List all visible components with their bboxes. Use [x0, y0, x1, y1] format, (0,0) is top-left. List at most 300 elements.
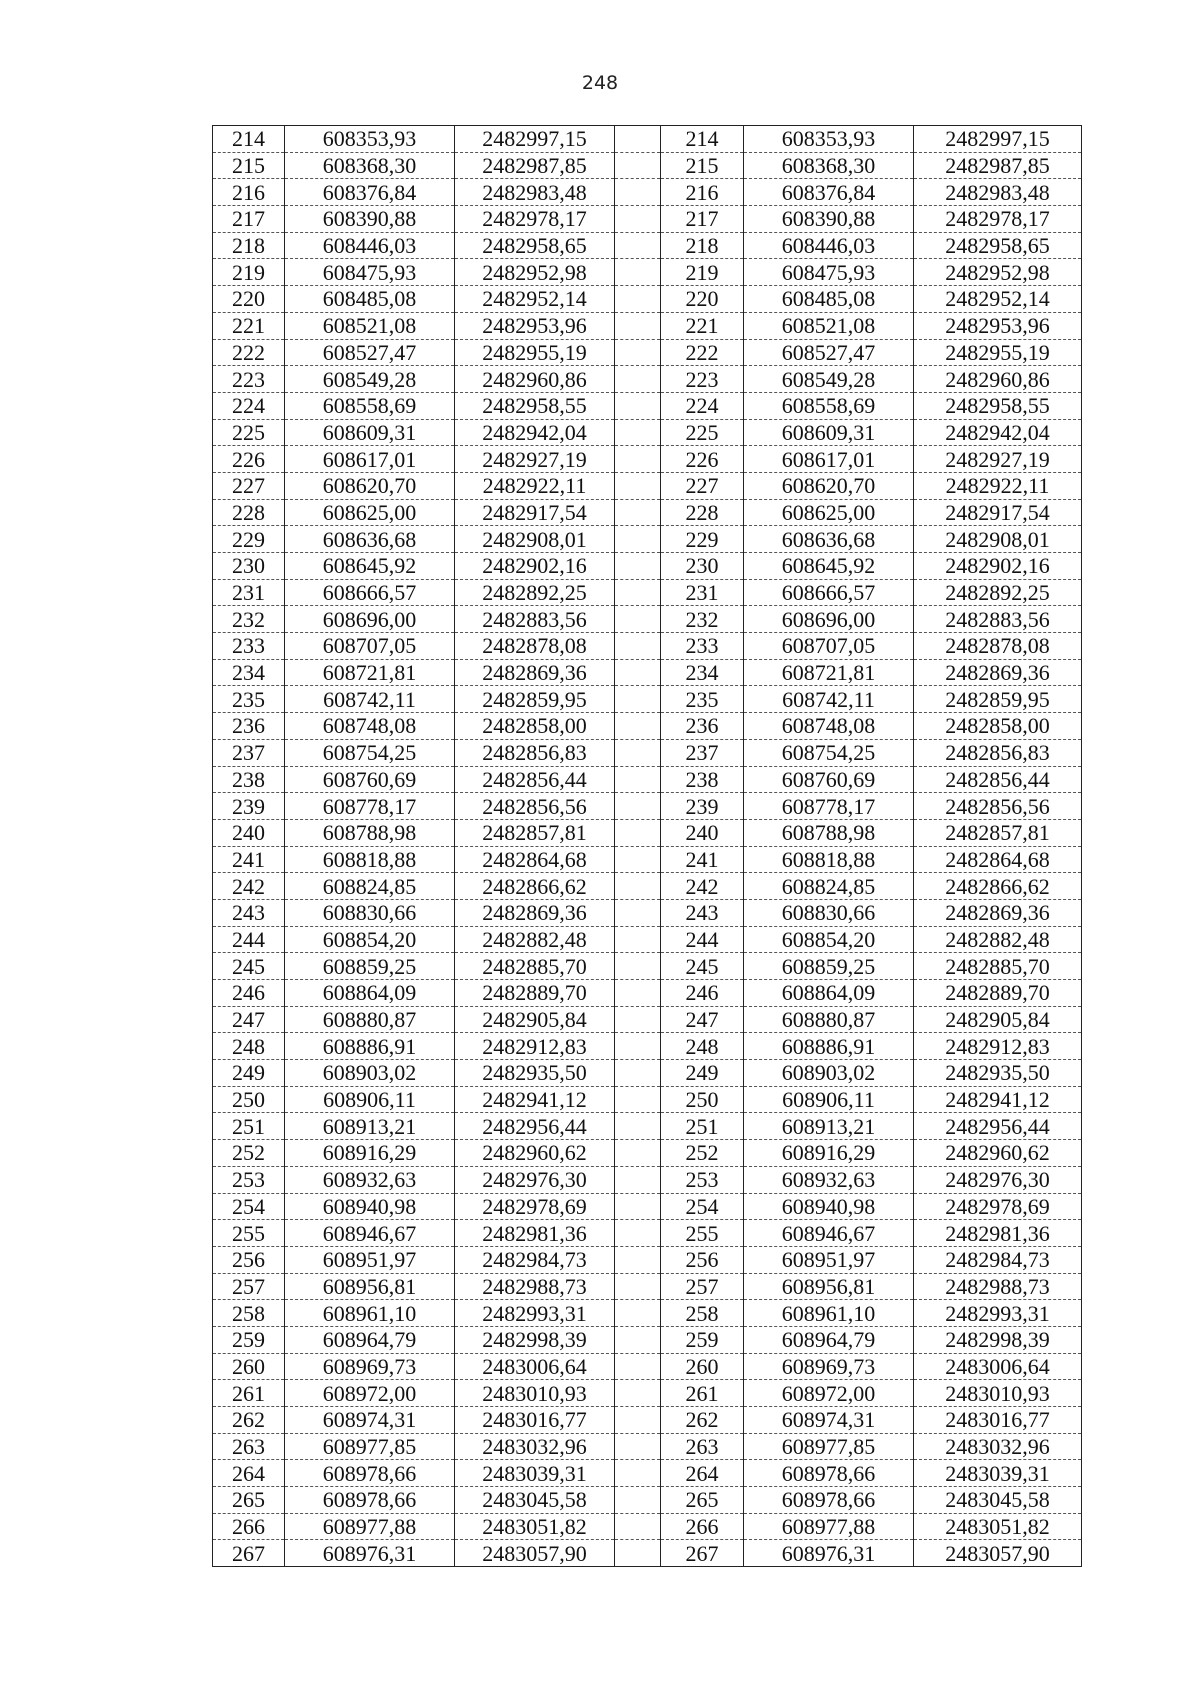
- point-number-cell: 229: [213, 526, 285, 553]
- x-coordinate-cell: 608913,21: [744, 1113, 914, 1140]
- x-coordinate-cell: 608824,85: [744, 873, 914, 900]
- y-coordinate-cell: 2482988,73: [455, 1273, 615, 1300]
- y-coordinate-cell: 2482935,50: [914, 1060, 1082, 1087]
- table-row: [213, 953, 1082, 980]
- x-coordinate-cell: 608886,91: [285, 1033, 455, 1060]
- point-number-cell: 234: [661, 659, 744, 686]
- table-row: [213, 232, 1082, 259]
- x-coordinate-cell: 608854,20: [744, 926, 914, 953]
- spacer-cell: [615, 206, 661, 233]
- x-coordinate-cell: 608788,98: [744, 819, 914, 846]
- point-number-cell: 257: [661, 1273, 744, 1300]
- x-coordinate-cell: 608521,08: [744, 312, 914, 339]
- spacer-cell: [615, 312, 661, 339]
- spacer-cell: [615, 1460, 661, 1487]
- spacer-cell: [615, 1433, 661, 1460]
- y-coordinate-cell: 2482905,84: [914, 1006, 1082, 1033]
- table-row: [213, 1246, 1082, 1273]
- x-coordinate-cell: 608778,17: [744, 793, 914, 820]
- y-coordinate-cell: 2482889,70: [914, 980, 1082, 1007]
- x-coordinate-cell: 608636,68: [744, 526, 914, 553]
- y-coordinate-cell: 2482869,36: [455, 659, 615, 686]
- point-number-cell: 239: [213, 793, 285, 820]
- table-row: [213, 1166, 1082, 1193]
- x-coordinate-cell: 608625,00: [744, 499, 914, 526]
- y-coordinate-cell: 2483010,93: [914, 1380, 1082, 1407]
- y-coordinate-cell: 2482885,70: [914, 953, 1082, 980]
- table-row: [213, 659, 1082, 686]
- y-coordinate-cell: 2483016,77: [455, 1407, 615, 1434]
- x-coordinate-cell: 608636,68: [285, 526, 455, 553]
- point-number-cell: 232: [213, 606, 285, 633]
- y-coordinate-cell: 2482958,65: [914, 232, 1082, 259]
- x-coordinate-cell: 608666,57: [285, 579, 455, 606]
- y-coordinate-cell: 2482856,44: [914, 766, 1082, 793]
- table-row: [213, 819, 1082, 846]
- point-number-cell: 263: [213, 1433, 285, 1460]
- table-row: [213, 553, 1082, 580]
- point-number-cell: 240: [661, 819, 744, 846]
- page-number: 248: [581, 72, 619, 94]
- table-row: [213, 1326, 1082, 1353]
- x-coordinate-cell: 608977,85: [285, 1433, 455, 1460]
- x-coordinate-cell: 608748,08: [285, 713, 455, 740]
- x-coordinate-cell: 608932,63: [744, 1166, 914, 1193]
- x-coordinate-cell: 608645,92: [285, 553, 455, 580]
- x-coordinate-cell: 608932,63: [285, 1166, 455, 1193]
- point-number-cell: 266: [661, 1513, 744, 1540]
- x-coordinate-cell: 608754,25: [285, 739, 455, 766]
- point-number-cell: 215: [213, 152, 285, 179]
- y-coordinate-cell: 2482942,04: [455, 419, 615, 446]
- spacer-cell: [615, 366, 661, 393]
- x-coordinate-cell: 608549,28: [744, 366, 914, 393]
- y-coordinate-cell: 2482869,36: [455, 899, 615, 926]
- table-row: [213, 1433, 1082, 1460]
- y-coordinate-cell: 2482955,19: [455, 339, 615, 366]
- spacer-cell: [615, 739, 661, 766]
- x-coordinate-cell: 608961,10: [285, 1300, 455, 1327]
- spacer-cell: [615, 152, 661, 179]
- y-coordinate-cell: 2482869,36: [914, 899, 1082, 926]
- point-number-cell: 238: [213, 766, 285, 793]
- x-coordinate-cell: 608859,25: [285, 953, 455, 980]
- point-number-cell: 217: [213, 206, 285, 233]
- spacer-cell: [615, 286, 661, 313]
- point-number-cell: 236: [213, 713, 285, 740]
- table-row: [213, 206, 1082, 233]
- point-number-cell: 261: [661, 1380, 744, 1407]
- y-coordinate-cell: 2483039,31: [455, 1460, 615, 1487]
- spacer-cell: [615, 819, 661, 846]
- x-coordinate-cell: 608446,03: [285, 232, 455, 259]
- y-coordinate-cell: 2482976,30: [914, 1166, 1082, 1193]
- y-coordinate-cell: 2482952,98: [914, 259, 1082, 286]
- point-number-cell: 228: [661, 499, 744, 526]
- y-coordinate-cell: 2482955,19: [914, 339, 1082, 366]
- y-coordinate-cell: 2482917,54: [914, 499, 1082, 526]
- point-number-cell: 247: [213, 1006, 285, 1033]
- y-coordinate-cell: 2483006,64: [455, 1353, 615, 1380]
- table-row: [213, 766, 1082, 793]
- point-number-cell: 237: [213, 739, 285, 766]
- table-row: [213, 339, 1082, 366]
- point-number-cell: 264: [661, 1460, 744, 1487]
- x-coordinate-cell: 608620,70: [744, 472, 914, 499]
- x-coordinate-cell: 608859,25: [744, 953, 914, 980]
- point-number-cell: 220: [661, 286, 744, 313]
- y-coordinate-cell: 2482983,48: [914, 179, 1082, 206]
- point-number-cell: 256: [661, 1246, 744, 1273]
- x-coordinate-cell: 608721,81: [744, 659, 914, 686]
- y-coordinate-cell: 2482988,73: [914, 1273, 1082, 1300]
- spacer-cell: [615, 1273, 661, 1300]
- table-row: [213, 980, 1082, 1007]
- point-number-cell: 259: [661, 1326, 744, 1353]
- spacer-cell: [615, 1113, 661, 1140]
- x-coordinate-cell: 608527,47: [285, 339, 455, 366]
- table-row: [213, 286, 1082, 313]
- point-number-cell: 255: [213, 1220, 285, 1247]
- y-coordinate-cell: 2483006,64: [914, 1353, 1082, 1380]
- x-coordinate-cell: 608977,88: [285, 1513, 455, 1540]
- point-number-cell: 238: [661, 766, 744, 793]
- x-coordinate-cell: 608956,81: [285, 1273, 455, 1300]
- point-number-cell: 222: [661, 339, 744, 366]
- y-coordinate-cell: 2482978,69: [455, 1193, 615, 1220]
- y-coordinate-cell: 2482935,50: [455, 1060, 615, 1087]
- y-coordinate-cell: 2482976,30: [455, 1166, 615, 1193]
- y-coordinate-cell: 2483051,82: [455, 1513, 615, 1540]
- x-coordinate-cell: 608956,81: [744, 1273, 914, 1300]
- y-coordinate-cell: 2483045,58: [914, 1487, 1082, 1514]
- table-row: [213, 1407, 1082, 1434]
- x-coordinate-cell: 608666,57: [744, 579, 914, 606]
- point-number-cell: 216: [661, 179, 744, 206]
- spacer-cell: [615, 899, 661, 926]
- spacer-cell: [615, 232, 661, 259]
- spacer-cell: [615, 1407, 661, 1434]
- spacer-cell: [615, 1086, 661, 1113]
- spacer-cell: [615, 926, 661, 953]
- point-number-cell: 221: [661, 312, 744, 339]
- point-number-cell: 247: [661, 1006, 744, 1033]
- x-coordinate-cell: 608880,87: [285, 1006, 455, 1033]
- y-coordinate-cell: 2482997,15: [455, 126, 615, 153]
- point-number-cell: 254: [213, 1193, 285, 1220]
- point-number-cell: 258: [661, 1300, 744, 1327]
- x-coordinate-cell: 608906,11: [285, 1086, 455, 1113]
- y-coordinate-cell: 2482953,96: [914, 312, 1082, 339]
- table-row: [213, 713, 1082, 740]
- spacer-cell: [615, 606, 661, 633]
- x-coordinate-cell: 608707,05: [285, 633, 455, 660]
- y-coordinate-cell: 2482952,14: [455, 286, 615, 313]
- y-coordinate-cell: 2482927,19: [914, 446, 1082, 473]
- table-row: [213, 686, 1082, 713]
- y-coordinate-cell: 2483057,90: [914, 1540, 1082, 1567]
- x-coordinate-cell: 608976,31: [744, 1540, 914, 1567]
- point-number-cell: 214: [661, 126, 744, 153]
- x-coordinate-cell: 608754,25: [744, 739, 914, 766]
- y-coordinate-cell: 2482960,86: [455, 366, 615, 393]
- table-row: [213, 1353, 1082, 1380]
- spacer-cell: [615, 1060, 661, 1087]
- point-number-cell: 257: [213, 1273, 285, 1300]
- point-number-cell: 251: [661, 1113, 744, 1140]
- x-coordinate-cell: 608978,66: [744, 1460, 914, 1487]
- x-coordinate-cell: 608977,88: [744, 1513, 914, 1540]
- x-coordinate-cell: 608976,31: [285, 1540, 455, 1567]
- point-number-cell: 246: [661, 980, 744, 1007]
- x-coordinate-cell: 608830,66: [285, 899, 455, 926]
- point-number-cell: 236: [661, 713, 744, 740]
- x-coordinate-cell: 608446,03: [744, 232, 914, 259]
- x-coordinate-cell: 608977,85: [744, 1433, 914, 1460]
- point-number-cell: 226: [213, 446, 285, 473]
- spacer-cell: [615, 1513, 661, 1540]
- point-number-cell: 249: [213, 1060, 285, 1087]
- x-coordinate-cell: 608527,47: [744, 339, 914, 366]
- y-coordinate-cell: 2482856,83: [914, 739, 1082, 766]
- y-coordinate-cell: 2482912,83: [914, 1033, 1082, 1060]
- point-number-cell: 224: [213, 392, 285, 419]
- y-coordinate-cell: 2482987,85: [455, 152, 615, 179]
- table-row: [213, 152, 1082, 179]
- y-coordinate-cell: 2482997,15: [914, 126, 1082, 153]
- point-number-cell: 226: [661, 446, 744, 473]
- table-row: [213, 926, 1082, 953]
- spacer-cell: [615, 1166, 661, 1193]
- point-number-cell: 217: [661, 206, 744, 233]
- spacer-cell: [615, 1193, 661, 1220]
- spacer-cell: [615, 392, 661, 419]
- x-coordinate-cell: 608880,87: [744, 1006, 914, 1033]
- point-number-cell: 261: [213, 1380, 285, 1407]
- x-coordinate-cell: 608609,31: [285, 419, 455, 446]
- point-number-cell: 222: [213, 339, 285, 366]
- point-number-cell: 252: [661, 1140, 744, 1167]
- spacer-cell: [615, 713, 661, 740]
- y-coordinate-cell: 2482857,81: [914, 819, 1082, 846]
- x-coordinate-cell: 608906,11: [744, 1086, 914, 1113]
- y-coordinate-cell: 2482892,25: [455, 579, 615, 606]
- point-number-cell: 221: [213, 312, 285, 339]
- point-number-cell: 267: [213, 1540, 285, 1567]
- table-row: [213, 1113, 1082, 1140]
- x-coordinate-cell: 608485,08: [285, 286, 455, 313]
- point-number-cell: 244: [661, 926, 744, 953]
- x-coordinate-cell: 608390,88: [285, 206, 455, 233]
- spacer-cell: [615, 126, 661, 153]
- table-row: [213, 126, 1082, 153]
- point-number-cell: 216: [213, 179, 285, 206]
- point-number-cell: 215: [661, 152, 744, 179]
- x-coordinate-cell: 608913,21: [285, 1113, 455, 1140]
- point-number-cell: 245: [661, 953, 744, 980]
- point-number-cell: 266: [213, 1513, 285, 1540]
- spacer-cell: [615, 1326, 661, 1353]
- table-row: [213, 1193, 1082, 1220]
- spacer-cell: [615, 873, 661, 900]
- table-row: [213, 312, 1082, 339]
- point-number-cell: 259: [213, 1326, 285, 1353]
- x-coordinate-cell: 608946,67: [744, 1220, 914, 1247]
- coordinates-table-body: [213, 126, 1082, 1567]
- point-number-cell: 250: [661, 1086, 744, 1113]
- spacer-cell: [615, 472, 661, 499]
- y-coordinate-cell: 2482922,11: [455, 472, 615, 499]
- table-row: [213, 1006, 1082, 1033]
- x-coordinate-cell: 608390,88: [744, 206, 914, 233]
- y-coordinate-cell: 2482856,56: [914, 793, 1082, 820]
- y-coordinate-cell: 2482864,68: [455, 846, 615, 873]
- spacer-cell: [615, 1006, 661, 1033]
- spacer-cell: [615, 1380, 661, 1407]
- point-number-cell: 255: [661, 1220, 744, 1247]
- point-number-cell: 264: [213, 1460, 285, 1487]
- point-number-cell: 233: [213, 633, 285, 660]
- table-row: [213, 472, 1082, 499]
- y-coordinate-cell: 2482952,14: [914, 286, 1082, 313]
- point-number-cell: 265: [213, 1487, 285, 1514]
- table-row: [213, 633, 1082, 660]
- y-coordinate-cell: 2482984,73: [455, 1246, 615, 1273]
- spacer-cell: [615, 1540, 661, 1567]
- x-coordinate-cell: 608903,02: [744, 1060, 914, 1087]
- spacer-cell: [615, 499, 661, 526]
- y-coordinate-cell: 2482984,73: [914, 1246, 1082, 1273]
- spacer-cell: [615, 1246, 661, 1273]
- y-coordinate-cell: 2482956,44: [455, 1113, 615, 1140]
- y-coordinate-cell: 2482912,83: [455, 1033, 615, 1060]
- point-number-cell: 231: [661, 579, 744, 606]
- x-coordinate-cell: 608978,66: [285, 1487, 455, 1514]
- y-coordinate-cell: 2482856,44: [455, 766, 615, 793]
- point-number-cell: 242: [661, 873, 744, 900]
- y-coordinate-cell: 2482892,25: [914, 579, 1082, 606]
- x-coordinate-cell: 608617,01: [285, 446, 455, 473]
- x-coordinate-cell: 608978,66: [285, 1460, 455, 1487]
- x-coordinate-cell: 608824,85: [285, 873, 455, 900]
- y-coordinate-cell: 2482902,16: [455, 553, 615, 580]
- spacer-cell: [615, 446, 661, 473]
- point-number-cell: 230: [213, 553, 285, 580]
- point-number-cell: 265: [661, 1487, 744, 1514]
- y-coordinate-cell: 2482978,69: [914, 1193, 1082, 1220]
- y-coordinate-cell: 2483057,90: [455, 1540, 615, 1567]
- y-coordinate-cell: 2482981,36: [455, 1220, 615, 1247]
- table-row: [213, 1140, 1082, 1167]
- point-number-cell: 227: [213, 472, 285, 499]
- x-coordinate-cell: 608742,11: [744, 686, 914, 713]
- x-coordinate-cell: 608353,93: [285, 126, 455, 153]
- x-coordinate-cell: 608864,09: [744, 980, 914, 1007]
- y-coordinate-cell: 2482960,86: [914, 366, 1082, 393]
- y-coordinate-cell: 2482956,44: [914, 1113, 1082, 1140]
- point-number-cell: 235: [213, 686, 285, 713]
- y-coordinate-cell: 2483051,82: [914, 1513, 1082, 1540]
- x-coordinate-cell: 608951,97: [744, 1246, 914, 1273]
- y-coordinate-cell: 2483032,96: [914, 1433, 1082, 1460]
- y-coordinate-cell: 2482889,70: [455, 980, 615, 1007]
- x-coordinate-cell: 608721,81: [285, 659, 455, 686]
- x-coordinate-cell: 608521,08: [285, 312, 455, 339]
- point-number-cell: 249: [661, 1060, 744, 1087]
- point-number-cell: 219: [661, 259, 744, 286]
- y-coordinate-cell: 2482883,56: [455, 606, 615, 633]
- x-coordinate-cell: 608760,69: [744, 766, 914, 793]
- y-coordinate-cell: 2482869,36: [914, 659, 1082, 686]
- y-coordinate-cell: 2482908,01: [914, 526, 1082, 553]
- spacer-cell: [615, 339, 661, 366]
- y-coordinate-cell: 2482952,98: [455, 259, 615, 286]
- point-number-cell: 228: [213, 499, 285, 526]
- x-coordinate-cell: 608742,11: [285, 686, 455, 713]
- x-coordinate-cell: 608974,31: [285, 1407, 455, 1434]
- point-number-cell: 219: [213, 259, 285, 286]
- y-coordinate-cell: 2482857,81: [455, 819, 615, 846]
- point-number-cell: 241: [661, 846, 744, 873]
- x-coordinate-cell: 608609,31: [744, 419, 914, 446]
- y-coordinate-cell: 2482941,12: [914, 1086, 1082, 1113]
- table-row: [213, 1220, 1082, 1247]
- table-row: [213, 1513, 1082, 1540]
- y-coordinate-cell: 2482908,01: [455, 526, 615, 553]
- point-number-cell: 248: [661, 1033, 744, 1060]
- y-coordinate-cell: 2482859,95: [914, 686, 1082, 713]
- point-number-cell: 252: [213, 1140, 285, 1167]
- x-coordinate-cell: 608972,00: [744, 1380, 914, 1407]
- point-number-cell: 243: [661, 899, 744, 926]
- point-number-cell: 262: [661, 1407, 744, 1434]
- y-coordinate-cell: 2482960,62: [455, 1140, 615, 1167]
- spacer-cell: [615, 1220, 661, 1247]
- point-number-cell: 225: [213, 419, 285, 446]
- x-coordinate-cell: 608788,98: [285, 819, 455, 846]
- x-coordinate-cell: 608617,01: [744, 446, 914, 473]
- spacer-cell: [615, 846, 661, 873]
- table-row: [213, 259, 1082, 286]
- y-coordinate-cell: 2482902,16: [914, 553, 1082, 580]
- table-row: [213, 366, 1082, 393]
- y-coordinate-cell: 2482858,00: [914, 713, 1082, 740]
- table-row: [213, 899, 1082, 926]
- x-coordinate-cell: 608368,30: [285, 152, 455, 179]
- y-coordinate-cell: 2482866,62: [455, 873, 615, 900]
- y-coordinate-cell: 2482958,55: [914, 392, 1082, 419]
- x-coordinate-cell: 608951,97: [285, 1246, 455, 1273]
- point-number-cell: 250: [213, 1086, 285, 1113]
- point-number-cell: 220: [213, 286, 285, 313]
- y-coordinate-cell: 2482927,19: [455, 446, 615, 473]
- point-number-cell: 253: [213, 1166, 285, 1193]
- x-coordinate-cell: 608940,98: [744, 1193, 914, 1220]
- spacer-cell: [615, 686, 661, 713]
- y-coordinate-cell: 2482882,48: [914, 926, 1082, 953]
- table-row: [213, 1487, 1082, 1514]
- y-coordinate-cell: 2482866,62: [914, 873, 1082, 900]
- point-number-cell: 233: [661, 633, 744, 660]
- x-coordinate-cell: 608886,91: [744, 1033, 914, 1060]
- point-number-cell: 256: [213, 1246, 285, 1273]
- table-row: [213, 1273, 1082, 1300]
- point-number-cell: 243: [213, 899, 285, 926]
- y-coordinate-cell: 2482864,68: [914, 846, 1082, 873]
- x-coordinate-cell: 608830,66: [744, 899, 914, 926]
- point-number-cell: 237: [661, 739, 744, 766]
- y-coordinate-cell: 2482993,31: [455, 1300, 615, 1327]
